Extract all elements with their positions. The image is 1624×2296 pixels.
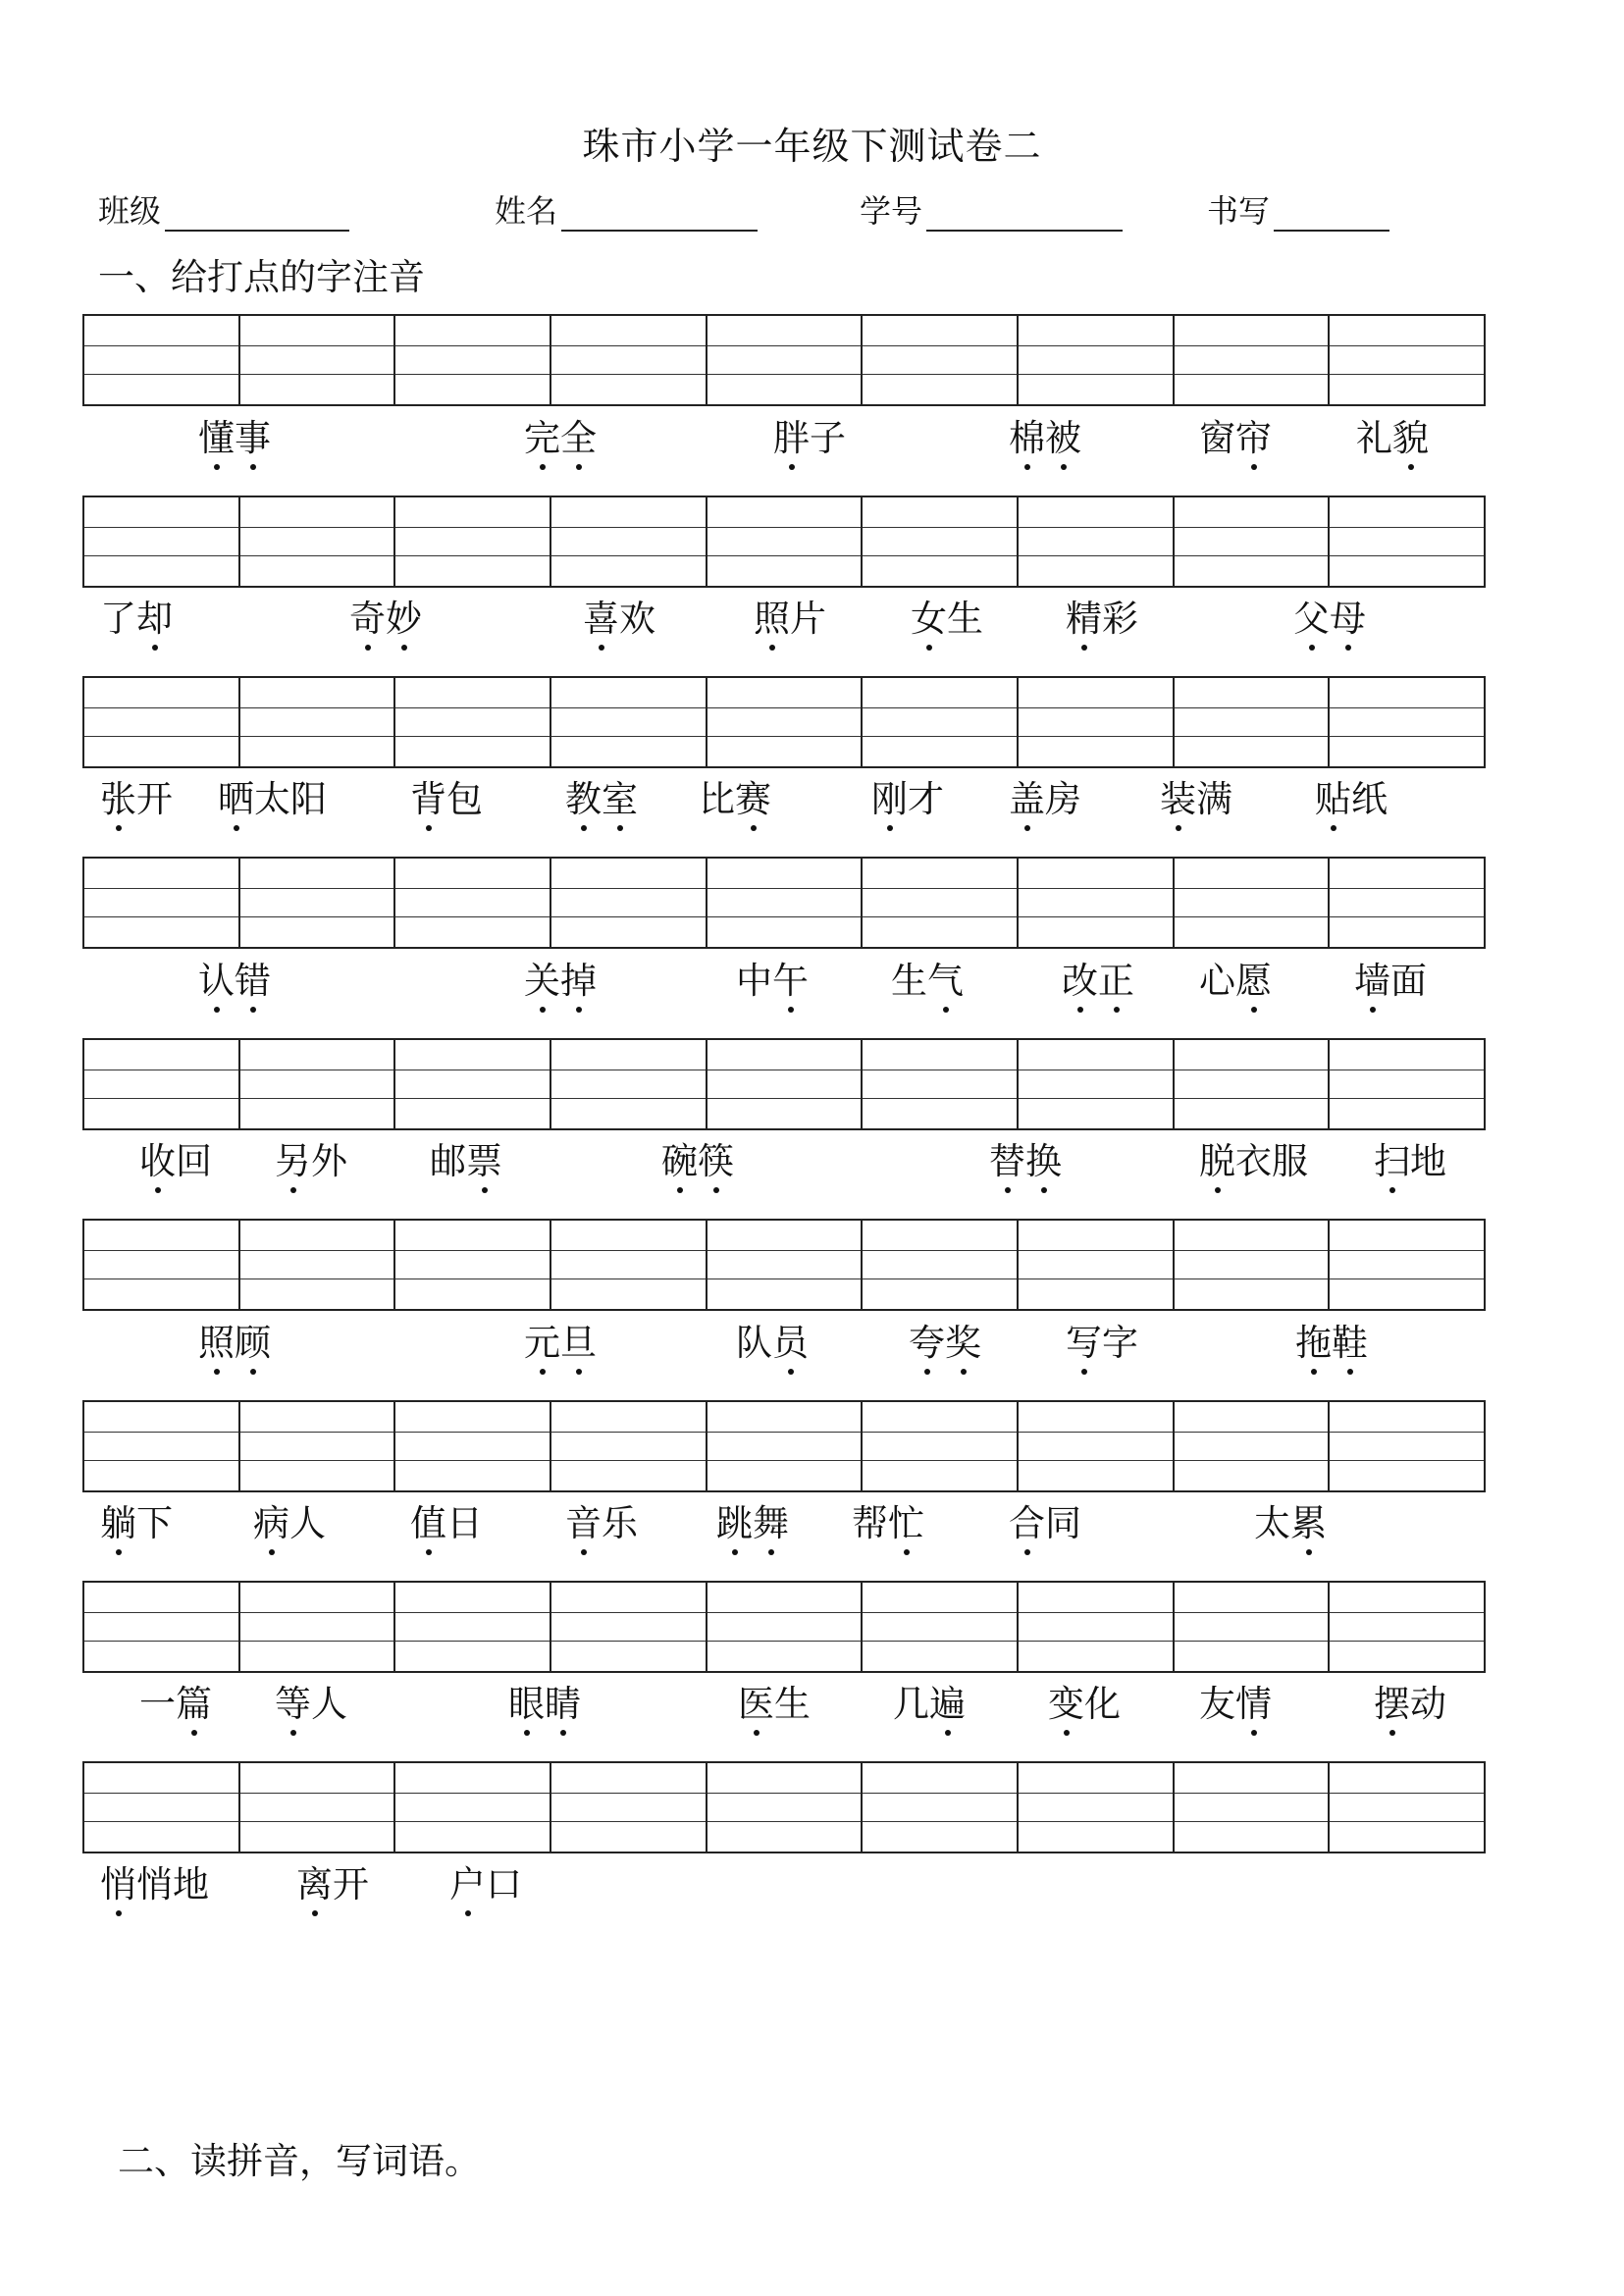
dotted-character: 累 xyxy=(1290,1502,1327,1544)
pinyin-cell[interactable] xyxy=(1330,859,1484,947)
dotted-character: 帘 xyxy=(1235,417,1272,459)
character: 满 xyxy=(1196,778,1232,820)
pinyin-cell[interactable] xyxy=(707,316,864,404)
character: 邮 xyxy=(430,1140,466,1182)
pinyin-cell[interactable] xyxy=(863,1221,1019,1309)
dotted-character: 刚 xyxy=(871,778,908,820)
pinyin-cell[interactable] xyxy=(1175,1221,1331,1309)
dotted-word xyxy=(891,960,964,1002)
dotted-character: 贴 xyxy=(1315,778,1351,820)
pinyin-cell[interactable] xyxy=(395,497,551,586)
dotted-word xyxy=(1199,1683,1272,1725)
pinyin-cell[interactable] xyxy=(551,1402,707,1490)
dotted-word xyxy=(1066,598,1138,640)
dotted-character: 旦 xyxy=(560,1322,597,1364)
dotted-word xyxy=(1009,417,1081,459)
number-label: 学号 xyxy=(860,192,923,230)
character: 子 xyxy=(810,417,846,459)
pinyin-writing-grid[interactable] xyxy=(82,676,1486,768)
dotted-character: 夸 xyxy=(909,1322,945,1364)
section2-title: 二、读拼音，写词语。 xyxy=(118,2140,481,2182)
dotted-word xyxy=(524,960,597,1002)
dotted-word xyxy=(410,778,483,820)
dotted-word xyxy=(100,1502,173,1544)
pinyin-cell[interactable] xyxy=(1019,1402,1175,1490)
dotted-character: 变 xyxy=(1048,1683,1084,1725)
class-label: 班级 xyxy=(98,192,162,230)
pinyin-cell[interactable] xyxy=(863,678,1019,766)
pinyin-writing-grid[interactable] xyxy=(82,1581,1486,1673)
dotted-character: 病 xyxy=(253,1502,289,1544)
dotted-character: 喜 xyxy=(583,598,619,640)
pinyin-cell[interactable] xyxy=(240,1402,396,1490)
character: 悄 xyxy=(136,1863,173,1905)
dotted-word xyxy=(565,778,638,820)
character: 地 xyxy=(173,1863,209,1905)
dotted-word xyxy=(218,778,327,820)
pinyin-cell[interactable] xyxy=(707,1040,864,1128)
dotted-character: 晒 xyxy=(218,778,254,820)
dotted-word xyxy=(100,778,173,820)
dotted-character: 盖 xyxy=(1009,778,1045,820)
dotted-character: 奖 xyxy=(945,1322,981,1364)
pinyin-cell[interactable] xyxy=(1019,678,1175,766)
dotted-character: 等 xyxy=(275,1683,311,1725)
writing-blank xyxy=(1274,200,1389,232)
pinyin-cell[interactable] xyxy=(551,1763,707,1852)
dotted-word xyxy=(1356,417,1429,459)
pinyin-cell[interactable] xyxy=(863,316,1019,404)
dotted-word xyxy=(583,598,655,640)
dotted-character: 拖 xyxy=(1295,1322,1332,1364)
dotted-word xyxy=(1374,1140,1446,1182)
character: 友 xyxy=(1199,1683,1235,1725)
dotted-word xyxy=(1354,960,1427,1002)
dotted-character: 票 xyxy=(466,1140,502,1182)
pinyin-cell[interactable] xyxy=(240,1040,396,1128)
character: 片 xyxy=(790,598,826,640)
pinyin-cell[interactable] xyxy=(1175,316,1331,404)
character: 包 xyxy=(446,778,483,820)
dotted-word xyxy=(1009,1502,1081,1544)
dotted-character: 元 xyxy=(524,1322,560,1364)
character: 化 xyxy=(1084,1683,1121,1725)
pinyin-cell[interactable] xyxy=(707,1763,864,1852)
dotted-character: 母 xyxy=(1330,598,1366,640)
pinyin-cell[interactable] xyxy=(395,1763,551,1852)
pinyin-writing-grid[interactable] xyxy=(82,1038,1486,1130)
pinyin-cell[interactable] xyxy=(84,497,240,586)
dotted-character: 关 xyxy=(524,960,560,1002)
character: 太 xyxy=(254,778,290,820)
pinyin-cell[interactable] xyxy=(1175,859,1331,947)
dotted-word xyxy=(1199,960,1272,1002)
dotted-word xyxy=(1254,1502,1327,1544)
pinyin-cell[interactable] xyxy=(707,859,864,947)
pinyin-cell[interactable] xyxy=(395,859,551,947)
dotted-word xyxy=(852,1502,924,1544)
class-field xyxy=(98,186,349,232)
character: 几 xyxy=(893,1683,929,1725)
character: 心 xyxy=(1199,960,1235,1002)
dotted-character: 张 xyxy=(100,778,136,820)
pinyin-cell[interactable] xyxy=(395,1221,551,1309)
dotted-character: 装 xyxy=(1160,778,1196,820)
dotted-character: 脱 xyxy=(1199,1140,1235,1182)
character: 太 xyxy=(1254,1502,1290,1544)
dotted-word xyxy=(893,1683,966,1725)
pinyin-cell[interactable] xyxy=(551,497,707,586)
dotted-character: 懂 xyxy=(198,417,235,459)
character: 房 xyxy=(1045,778,1081,820)
dotted-character: 篇 xyxy=(176,1683,212,1725)
pinyin-cell[interactable] xyxy=(1330,1402,1484,1490)
dotted-word xyxy=(736,1322,809,1364)
pinyin-cell[interactable] xyxy=(395,1040,551,1128)
pinyin-writing-grid[interactable] xyxy=(82,1761,1486,1853)
pinyin-cell[interactable] xyxy=(395,1583,551,1671)
dotted-character: 墙 xyxy=(1354,960,1390,1002)
character: 欢 xyxy=(619,598,655,640)
pinyin-cell[interactable] xyxy=(1019,859,1175,947)
pinyin-cell[interactable] xyxy=(240,1763,396,1852)
pinyin-cell[interactable] xyxy=(1019,316,1175,404)
pinyin-cell[interactable] xyxy=(863,1583,1019,1671)
dotted-character: 照 xyxy=(198,1322,235,1364)
pinyin-cell[interactable] xyxy=(863,859,1019,947)
dotted-character: 摆 xyxy=(1374,1683,1410,1725)
dotted-character: 貌 xyxy=(1392,417,1429,459)
pinyin-cell[interactable] xyxy=(1330,1040,1484,1128)
pinyin-cell[interactable] xyxy=(240,497,396,586)
character: 彩 xyxy=(1102,598,1138,640)
pinyin-cell[interactable] xyxy=(551,1221,707,1309)
character: 字 xyxy=(1102,1322,1138,1364)
dotted-character: 遍 xyxy=(929,1683,966,1725)
dotted-word xyxy=(253,1502,326,1544)
pinyin-cell[interactable] xyxy=(84,316,240,404)
pinyin-writing-grid[interactable] xyxy=(82,1400,1486,1492)
name-label: 姓名 xyxy=(495,192,558,230)
dotted-word xyxy=(565,1502,638,1544)
dotted-word xyxy=(100,1863,209,1905)
dotted-word xyxy=(100,598,173,640)
pinyin-cell[interactable] xyxy=(551,859,707,947)
pinyin-cell[interactable] xyxy=(1330,678,1484,766)
pinyin-cell[interactable] xyxy=(84,1040,240,1128)
dotted-character: 悄 xyxy=(100,1863,136,1905)
pinyin-cell[interactable] xyxy=(84,1402,240,1490)
pinyin-cell[interactable] xyxy=(1330,1763,1484,1852)
character: 乐 xyxy=(602,1502,638,1544)
class-blank xyxy=(165,200,349,232)
pinyin-cell[interactable] xyxy=(863,1763,1019,1852)
dotted-word xyxy=(1199,417,1272,459)
dotted-character: 胖 xyxy=(773,417,810,459)
character: 了 xyxy=(100,598,136,640)
character: 队 xyxy=(736,1322,772,1364)
dotted-word xyxy=(1066,1322,1138,1364)
dotted-character: 替 xyxy=(989,1140,1025,1182)
dotted-word xyxy=(296,1863,369,1905)
character: 生 xyxy=(891,960,927,1002)
character: 日 xyxy=(446,1502,483,1544)
character: 回 xyxy=(176,1140,212,1182)
pinyin-cell[interactable] xyxy=(395,316,551,404)
dotted-character: 气 xyxy=(927,960,964,1002)
pinyin-cell[interactable] xyxy=(863,1402,1019,1490)
dotted-character: 顾 xyxy=(235,1322,271,1364)
writing-label: 书写 xyxy=(1207,192,1271,230)
dotted-character: 改 xyxy=(1062,960,1098,1002)
dotted-word xyxy=(1315,778,1388,820)
dotted-word xyxy=(275,1140,347,1182)
character: 服 xyxy=(1272,1140,1308,1182)
pinyin-cell[interactable] xyxy=(1019,1583,1175,1671)
character: 口 xyxy=(486,1863,522,1905)
character: 礼 xyxy=(1356,417,1392,459)
dotted-word xyxy=(198,1322,271,1364)
dotted-character: 棉 xyxy=(1009,417,1045,459)
dotted-word xyxy=(871,778,944,820)
character: 中 xyxy=(736,960,772,1002)
pinyin-cell[interactable] xyxy=(1330,1221,1484,1309)
pinyin-cell[interactable] xyxy=(707,1402,864,1490)
dotted-character: 教 xyxy=(565,778,602,820)
character: 开 xyxy=(136,778,173,820)
character: 面 xyxy=(1390,960,1427,1002)
character: 纸 xyxy=(1351,778,1388,820)
pinyin-cell[interactable] xyxy=(84,1763,240,1852)
name-blank xyxy=(561,200,758,232)
character: 人 xyxy=(289,1502,326,1544)
character: 地 xyxy=(1410,1140,1446,1182)
dotted-word xyxy=(198,960,271,1002)
dotted-word xyxy=(449,1863,522,1905)
character: 开 xyxy=(333,1863,369,1905)
dotted-word xyxy=(139,1683,212,1725)
pinyin-cell[interactable] xyxy=(863,497,1019,586)
dotted-word xyxy=(1293,598,1366,640)
dotted-character: 父 xyxy=(1293,598,1330,640)
dotted-character: 合 xyxy=(1009,1502,1045,1544)
dotted-character: 值 xyxy=(410,1502,446,1544)
dotted-word xyxy=(275,1683,347,1725)
writing-field xyxy=(1207,186,1389,232)
dotted-character: 室 xyxy=(602,778,638,820)
dotted-character: 另 xyxy=(275,1140,311,1182)
pinyin-cell[interactable] xyxy=(1330,497,1484,586)
dotted-word xyxy=(1160,778,1232,820)
dotted-character: 舞 xyxy=(753,1502,789,1544)
pinyin-cell[interactable] xyxy=(1019,1221,1175,1309)
dotted-character: 碗 xyxy=(661,1140,698,1182)
dotted-character: 扫 xyxy=(1374,1140,1410,1182)
dotted-character: 奇 xyxy=(349,598,386,640)
pinyin-writing-grid[interactable] xyxy=(82,314,1486,406)
dotted-character: 正 xyxy=(1098,960,1134,1002)
pinyin-cell[interactable] xyxy=(1175,1583,1331,1671)
character: 生 xyxy=(947,598,983,640)
pinyin-cell[interactable] xyxy=(551,316,707,404)
dotted-word xyxy=(699,778,771,820)
pinyin-cell[interactable] xyxy=(1019,1763,1175,1852)
pinyin-cell[interactable] xyxy=(1019,497,1175,586)
dotted-character: 跳 xyxy=(716,1502,753,1544)
dotted-character: 被 xyxy=(1045,417,1081,459)
pinyin-cell[interactable] xyxy=(240,316,396,404)
dotted-word xyxy=(410,1502,483,1544)
pinyin-cell[interactable] xyxy=(863,1040,1019,1128)
pinyin-cell[interactable] xyxy=(707,497,864,586)
pinyin-writing-grid[interactable] xyxy=(82,1219,1486,1311)
dotted-word xyxy=(736,960,809,1002)
pinyin-cell[interactable] xyxy=(707,1583,864,1671)
dotted-word xyxy=(773,417,846,459)
pinyin-cell[interactable] xyxy=(240,1583,396,1671)
pinyin-cell[interactable] xyxy=(1019,1040,1175,1128)
character: 衣 xyxy=(1235,1140,1272,1182)
dotted-character: 却 xyxy=(136,598,173,640)
pinyin-cell[interactable] xyxy=(395,1402,551,1490)
character: 比 xyxy=(699,778,735,820)
pinyin-cell[interactable] xyxy=(84,859,240,947)
character: 阳 xyxy=(290,778,327,820)
dotted-word xyxy=(716,1502,789,1544)
dotted-character: 全 xyxy=(560,417,597,459)
dotted-word xyxy=(349,598,422,640)
name-field xyxy=(495,186,758,232)
dotted-word xyxy=(524,1322,597,1364)
dotted-character: 完 xyxy=(524,417,560,459)
pinyin-cell[interactable] xyxy=(84,1221,240,1309)
dotted-character: 照 xyxy=(754,598,790,640)
dotted-word xyxy=(1374,1683,1446,1725)
character: 才 xyxy=(908,778,944,820)
character: 同 xyxy=(1045,1502,1081,1544)
dotted-character: 错 xyxy=(235,960,271,1002)
number-field xyxy=(860,186,1123,232)
dotted-word xyxy=(754,598,826,640)
pinyin-writing-grid[interactable] xyxy=(82,857,1486,949)
dotted-word xyxy=(139,1140,212,1182)
dotted-character: 妙 xyxy=(386,598,422,640)
pinyin-cell[interactable] xyxy=(1330,1583,1484,1671)
dotted-character: 医 xyxy=(738,1683,774,1725)
pinyin-writing-grid[interactable] xyxy=(82,496,1486,588)
dotted-word xyxy=(989,1140,1062,1182)
dotted-word xyxy=(911,598,983,640)
dotted-word xyxy=(1199,1140,1308,1182)
character: 下 xyxy=(136,1502,173,1544)
section1-title: 一、给打点的字注音 xyxy=(98,256,425,298)
dotted-word xyxy=(508,1683,581,1725)
dotted-character: 背 xyxy=(410,778,446,820)
dotted-character: 筷 xyxy=(698,1140,734,1182)
pinyin-cell[interactable] xyxy=(84,1583,240,1671)
pinyin-cell[interactable] xyxy=(1175,497,1331,586)
pinyin-cell[interactable] xyxy=(1175,1402,1331,1490)
dotted-character: 事 xyxy=(235,417,271,459)
dotted-word xyxy=(524,417,597,459)
dotted-character: 音 xyxy=(565,1502,602,1544)
dotted-character: 户 xyxy=(449,1863,486,1905)
dotted-character: 赛 xyxy=(735,778,771,820)
number-blank xyxy=(926,200,1123,232)
dotted-word xyxy=(1048,1683,1121,1725)
pinyin-cell[interactable] xyxy=(1175,678,1331,766)
pinyin-cell[interactable] xyxy=(707,678,864,766)
worksheet-title: 珠市小学一年级下测试卷二 xyxy=(582,125,1042,168)
dotted-character: 精 xyxy=(1066,598,1102,640)
dotted-character: 眼 xyxy=(508,1683,545,1725)
dotted-word xyxy=(430,1140,502,1182)
dotted-character: 写 xyxy=(1066,1322,1102,1364)
dotted-word xyxy=(738,1683,811,1725)
dotted-character: 换 xyxy=(1025,1140,1062,1182)
dotted-character: 掉 xyxy=(560,960,597,1002)
pinyin-cell[interactable] xyxy=(1175,1763,1331,1852)
character: 窗 xyxy=(1199,417,1235,459)
dotted-character: 员 xyxy=(772,1322,809,1364)
dotted-character: 愿 xyxy=(1235,960,1272,1002)
dotted-word xyxy=(1295,1322,1368,1364)
character: 一 xyxy=(139,1683,176,1725)
dotted-character: 午 xyxy=(772,960,809,1002)
dotted-word xyxy=(198,417,271,459)
pinyin-cell[interactable] xyxy=(240,678,396,766)
pinyin-cell[interactable] xyxy=(707,1221,864,1309)
dotted-character: 离 xyxy=(296,1863,333,1905)
character: 帮 xyxy=(852,1502,888,1544)
pinyin-cell[interactable] xyxy=(551,1583,707,1671)
pinyin-cell[interactable] xyxy=(551,678,707,766)
character: 外 xyxy=(311,1140,347,1182)
dotted-character: 鞋 xyxy=(1332,1322,1368,1364)
pinyin-cell[interactable] xyxy=(84,678,240,766)
pinyin-cell[interactable] xyxy=(395,678,551,766)
dotted-character: 收 xyxy=(139,1140,176,1182)
dotted-character: 情 xyxy=(1235,1683,1272,1725)
character: 人 xyxy=(311,1683,347,1725)
dotted-word xyxy=(909,1322,981,1364)
pinyin-cell[interactable] xyxy=(551,1040,707,1128)
pinyin-cell[interactable] xyxy=(240,1221,396,1309)
dotted-word xyxy=(661,1140,734,1182)
dotted-character: 躺 xyxy=(100,1502,136,1544)
dotted-character: 认 xyxy=(198,960,235,1002)
pinyin-cell[interactable] xyxy=(1330,316,1484,404)
dotted-character: 忙 xyxy=(888,1502,924,1544)
dotted-word xyxy=(1062,960,1134,1002)
character: 动 xyxy=(1410,1683,1446,1725)
dotted-character: 睛 xyxy=(545,1683,581,1725)
pinyin-cell[interactable] xyxy=(240,859,396,947)
character: 生 xyxy=(774,1683,811,1725)
dotted-character: 女 xyxy=(911,598,947,640)
dotted-word xyxy=(1009,778,1081,820)
pinyin-cell[interactable] xyxy=(1175,1040,1331,1128)
